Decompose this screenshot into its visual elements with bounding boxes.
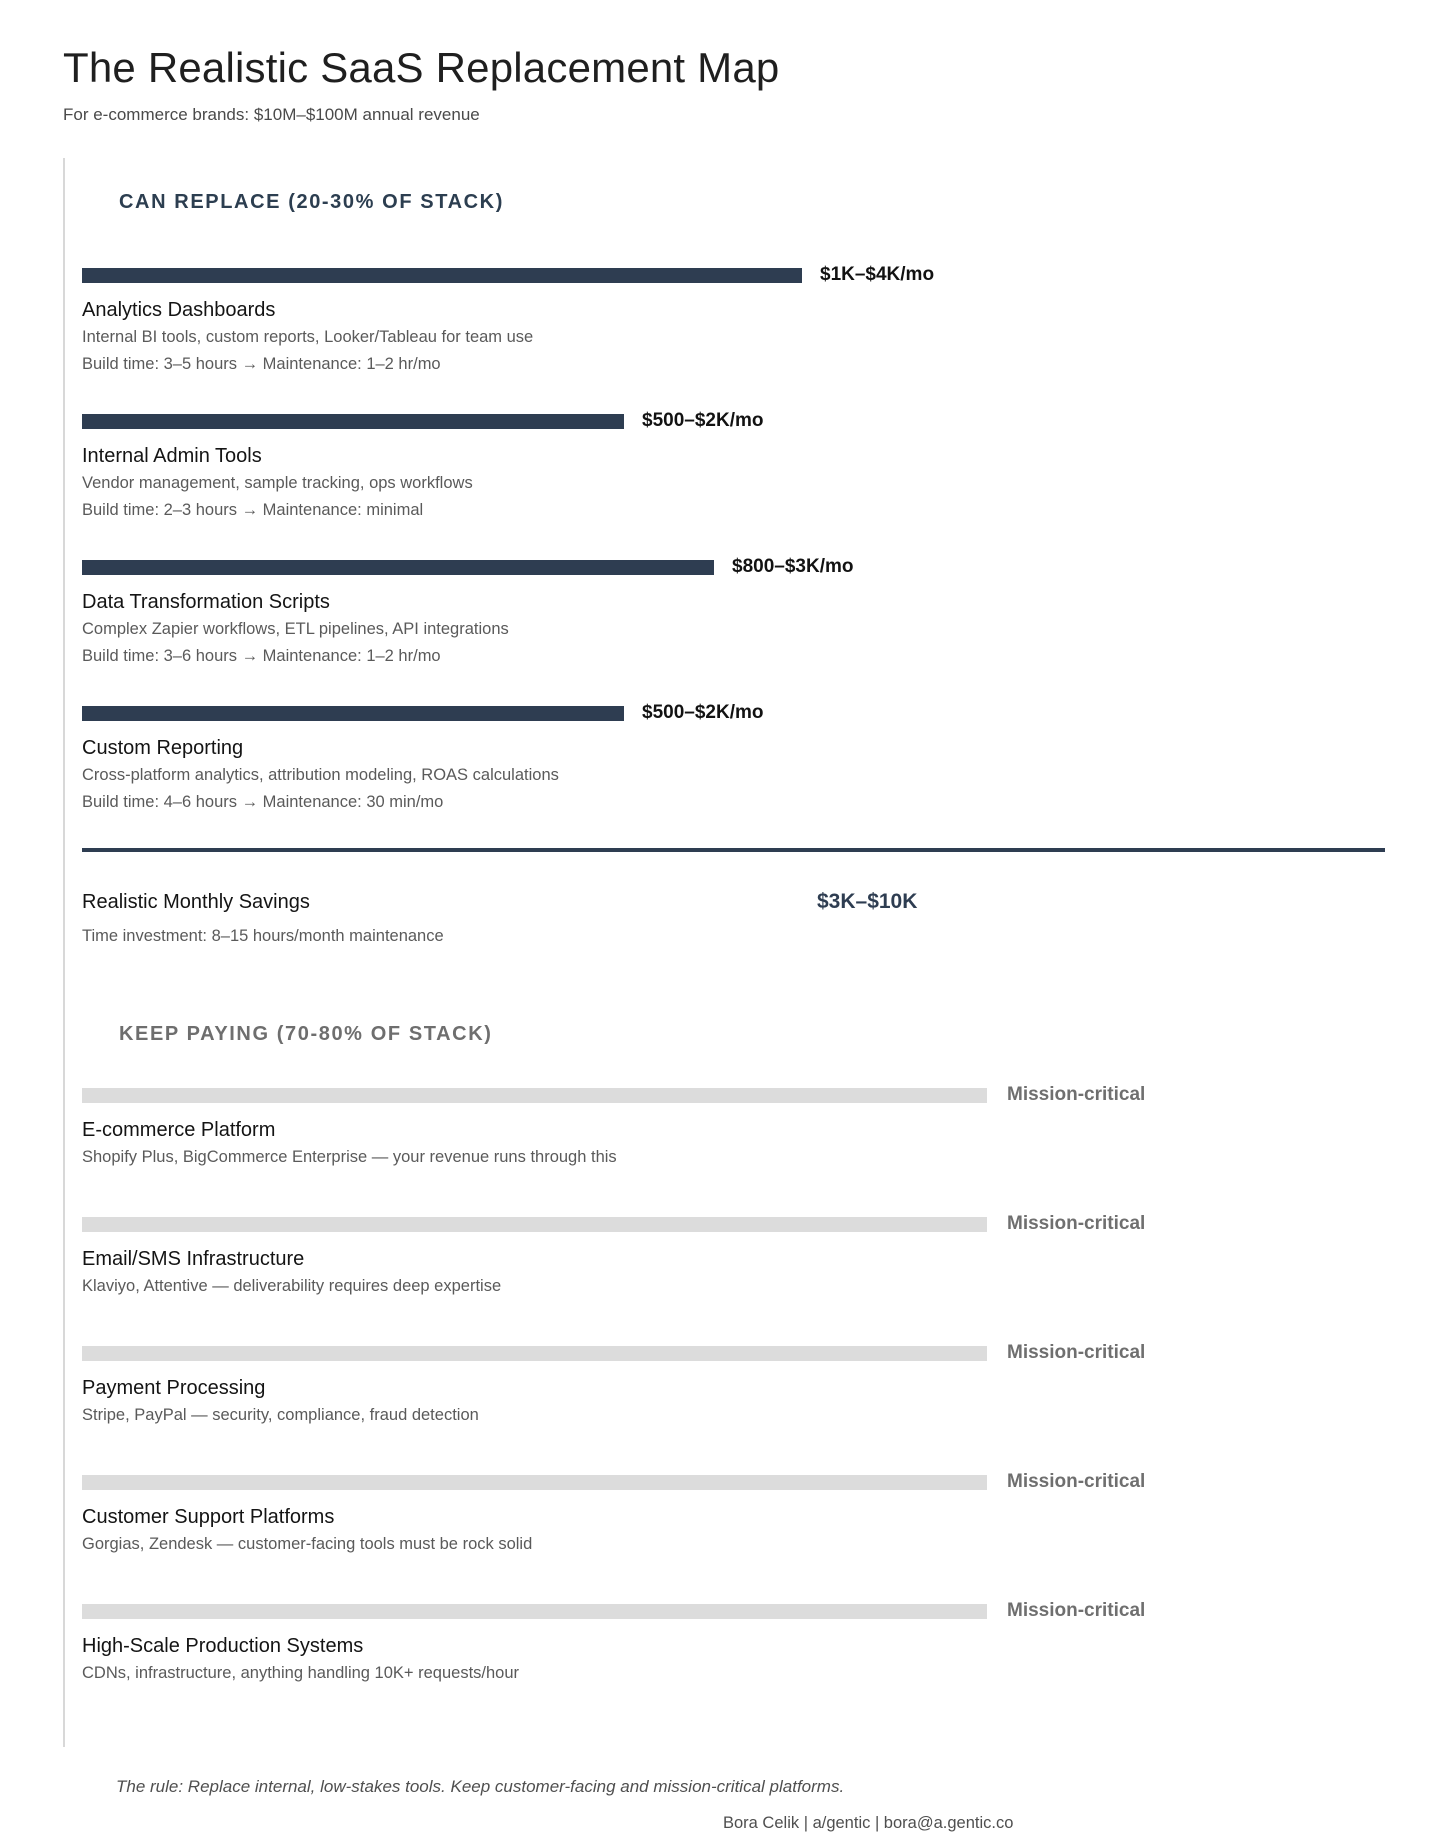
- price-label: $500–$2K/mo: [642, 702, 764, 723]
- item-description: Complex Zapier workflows, ETL pipelines, API integrations: [82, 620, 509, 638]
- mission-critical-badge: Mission-critical: [1007, 1471, 1146, 1492]
- keep-item: [82, 1213, 1384, 1300]
- item-name: Internal Admin Tools: [82, 445, 262, 467]
- can-replace-heading: CAN REPLACE (20-30% OF STACK): [119, 191, 504, 213]
- replace-item: [82, 264, 1384, 378]
- item-description: Internal BI tools, custom reports, Looker/Tableau for team use: [82, 328, 534, 346]
- item-name: E-commerce Platform: [82, 1119, 276, 1141]
- mission-critical-badge: Mission-critical: [1007, 1213, 1146, 1234]
- item-description: Vendor management, sample tracking, ops workflows: [82, 474, 473, 492]
- cost-bar: [82, 268, 802, 283]
- section-can-replace: [82, 188, 1384, 950]
- item-name: High-Scale Production Systems: [82, 1635, 364, 1657]
- keep-paying-heading: KEEP PAYING (70-80% OF STACK): [119, 1023, 493, 1045]
- item-build-time: Build time: 4–6 hours → Maintenance: 30 min/mo: [82, 793, 444, 811]
- item-build-time: Build time: 3–5 hours → Maintenance: 1–2 hr/mo: [82, 355, 441, 373]
- item-description: Stripe, PayPal — security, compliance, fraud detection: [82, 1406, 479, 1424]
- savings-row: [82, 890, 1384, 914]
- item-name: Analytics Dashboards: [82, 299, 276, 321]
- item-name: Payment Processing: [82, 1377, 266, 1399]
- keep-item: [82, 1600, 1384, 1687]
- item-description: Shopify Plus, BigCommerce Enterprise — your revenue runs through this: [82, 1148, 617, 1166]
- item-description: CDNs, infrastructure, anything handling 10K+ requests/hour: [82, 1664, 520, 1682]
- cost-bar-row: [82, 556, 1384, 578]
- section-keep-paying: [82, 1020, 1384, 1687]
- item-name: Data Transformation Scripts: [82, 591, 330, 613]
- keep-bar: [82, 1604, 987, 1619]
- keep-bar: [82, 1088, 987, 1103]
- replace-item: [82, 702, 1384, 816]
- cost-bar-row: [82, 702, 1384, 724]
- mission-critical-badge: Mission-critical: [1007, 1342, 1146, 1363]
- content-board: [63, 158, 1384, 1747]
- cost-bar: [82, 706, 624, 721]
- keep-bar-row: [82, 1342, 1384, 1364]
- keep-bar: [82, 1475, 987, 1490]
- item-description: Gorgias, Zendesk — customer-facing tools must be rock solid: [82, 1535, 533, 1553]
- page-subtitle: For e-commerce brands: $10M–$100M annual revenue: [63, 105, 480, 124]
- cost-bar-row: [82, 264, 1384, 286]
- keep-bar: [82, 1346, 987, 1361]
- item-build-time: Build time: 2–3 hours → Maintenance: minimal: [82, 501, 424, 519]
- cost-bar-row: [82, 410, 1384, 432]
- item-name: Email/SMS Infrastructure: [82, 1248, 305, 1270]
- price-label: $1K–$4K/mo: [820, 264, 935, 285]
- mission-critical-badge: Mission-critical: [1007, 1600, 1146, 1621]
- item-name: Customer Support Platforms: [82, 1506, 335, 1528]
- price-label: $500–$2K/mo: [642, 410, 764, 431]
- keep-bar-row: [82, 1084, 1384, 1106]
- page-title: The Realistic SaaS Replacement Map: [63, 44, 780, 91]
- keep-item: [82, 1471, 1384, 1558]
- replace-item: [82, 410, 1384, 524]
- price-label: $800–$3K/mo: [732, 556, 854, 577]
- mission-critical-badge: Mission-critical: [1007, 1084, 1146, 1105]
- keep-bar-row: [82, 1213, 1384, 1235]
- item-description: Cross-platform analytics, attribution modeling, ROAS calculations: [82, 766, 559, 784]
- item-build-time: Build time: 3–6 hours → Maintenance: 1–2 hr/mo: [82, 647, 441, 665]
- savings-label: Realistic Monthly Savings: [82, 891, 310, 913]
- replace-item: [82, 556, 1384, 670]
- savings-divider: [82, 848, 1385, 852]
- item-name: Custom Reporting: [82, 737, 244, 759]
- keep-bar: [82, 1217, 987, 1232]
- keep-bar-row: [82, 1600, 1384, 1622]
- savings-note: Time investment: 8–15 hours/month maintenance: [82, 927, 444, 945]
- keep-bar-row: [82, 1471, 1384, 1493]
- item-description: Klaviyo, Attentive — deliverability requires deep expertise: [82, 1277, 502, 1295]
- footer-attribution: Bora Celik | a/gentic | bora@a.gentic.co: [723, 1814, 1014, 1832]
- footer-rule: The rule: Replace internal, low-stakes tools. Keep customer-facing and mission-critical platforms.: [116, 1777, 845, 1796]
- savings-value: $3K–$10K: [817, 890, 918, 913]
- cost-bar: [82, 414, 624, 429]
- keep-item: [82, 1084, 1384, 1171]
- keep-item: [82, 1342, 1384, 1429]
- cost-bar: [82, 560, 714, 575]
